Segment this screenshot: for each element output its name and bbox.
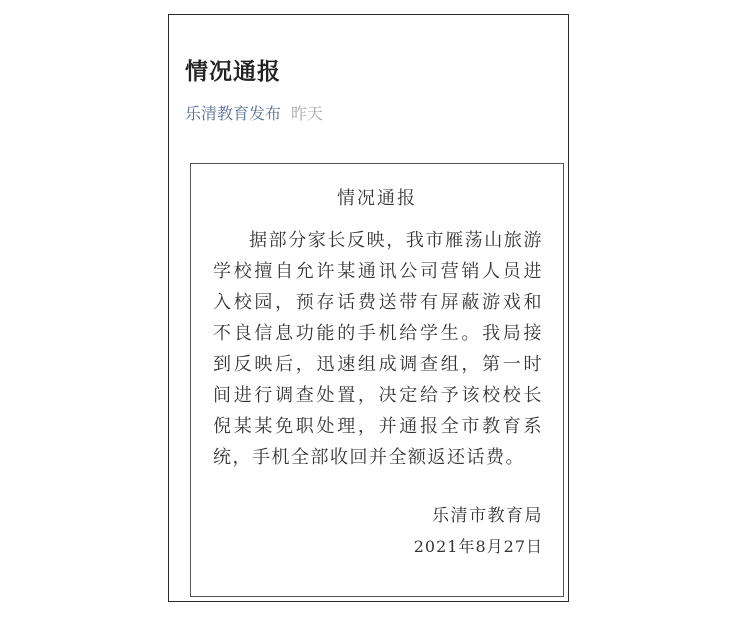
notice-image: [190, 163, 564, 597]
article-frame: [168, 14, 569, 602]
notice-date: 2021年8月27日: [413, 537, 543, 556]
notice-signature: 乐清市教育局: [432, 506, 543, 526]
notice-body: 据部分家长反映，我市雁荡山旅游学校擅自允许某通讯公司营销人员进入校园，预存话费送带有屏蔽游戏和不良信息功能的手机给学生。我局接到反映后，迅速组成调查组，第一时间进行调查处置，决定给予该校校长倪某某免职处理，并通报全市教育系统，手机全部收回并全额返还话费。: [213, 230, 543, 468]
article-title: 情况通报: [185, 59, 281, 85]
notice-title: 情况通报: [337, 188, 417, 209]
publish-time: 昨天: [291, 104, 324, 123]
article-meta: [185, 101, 323, 124]
account-name-link[interactable]: 乐清教育发布: [185, 104, 282, 123]
